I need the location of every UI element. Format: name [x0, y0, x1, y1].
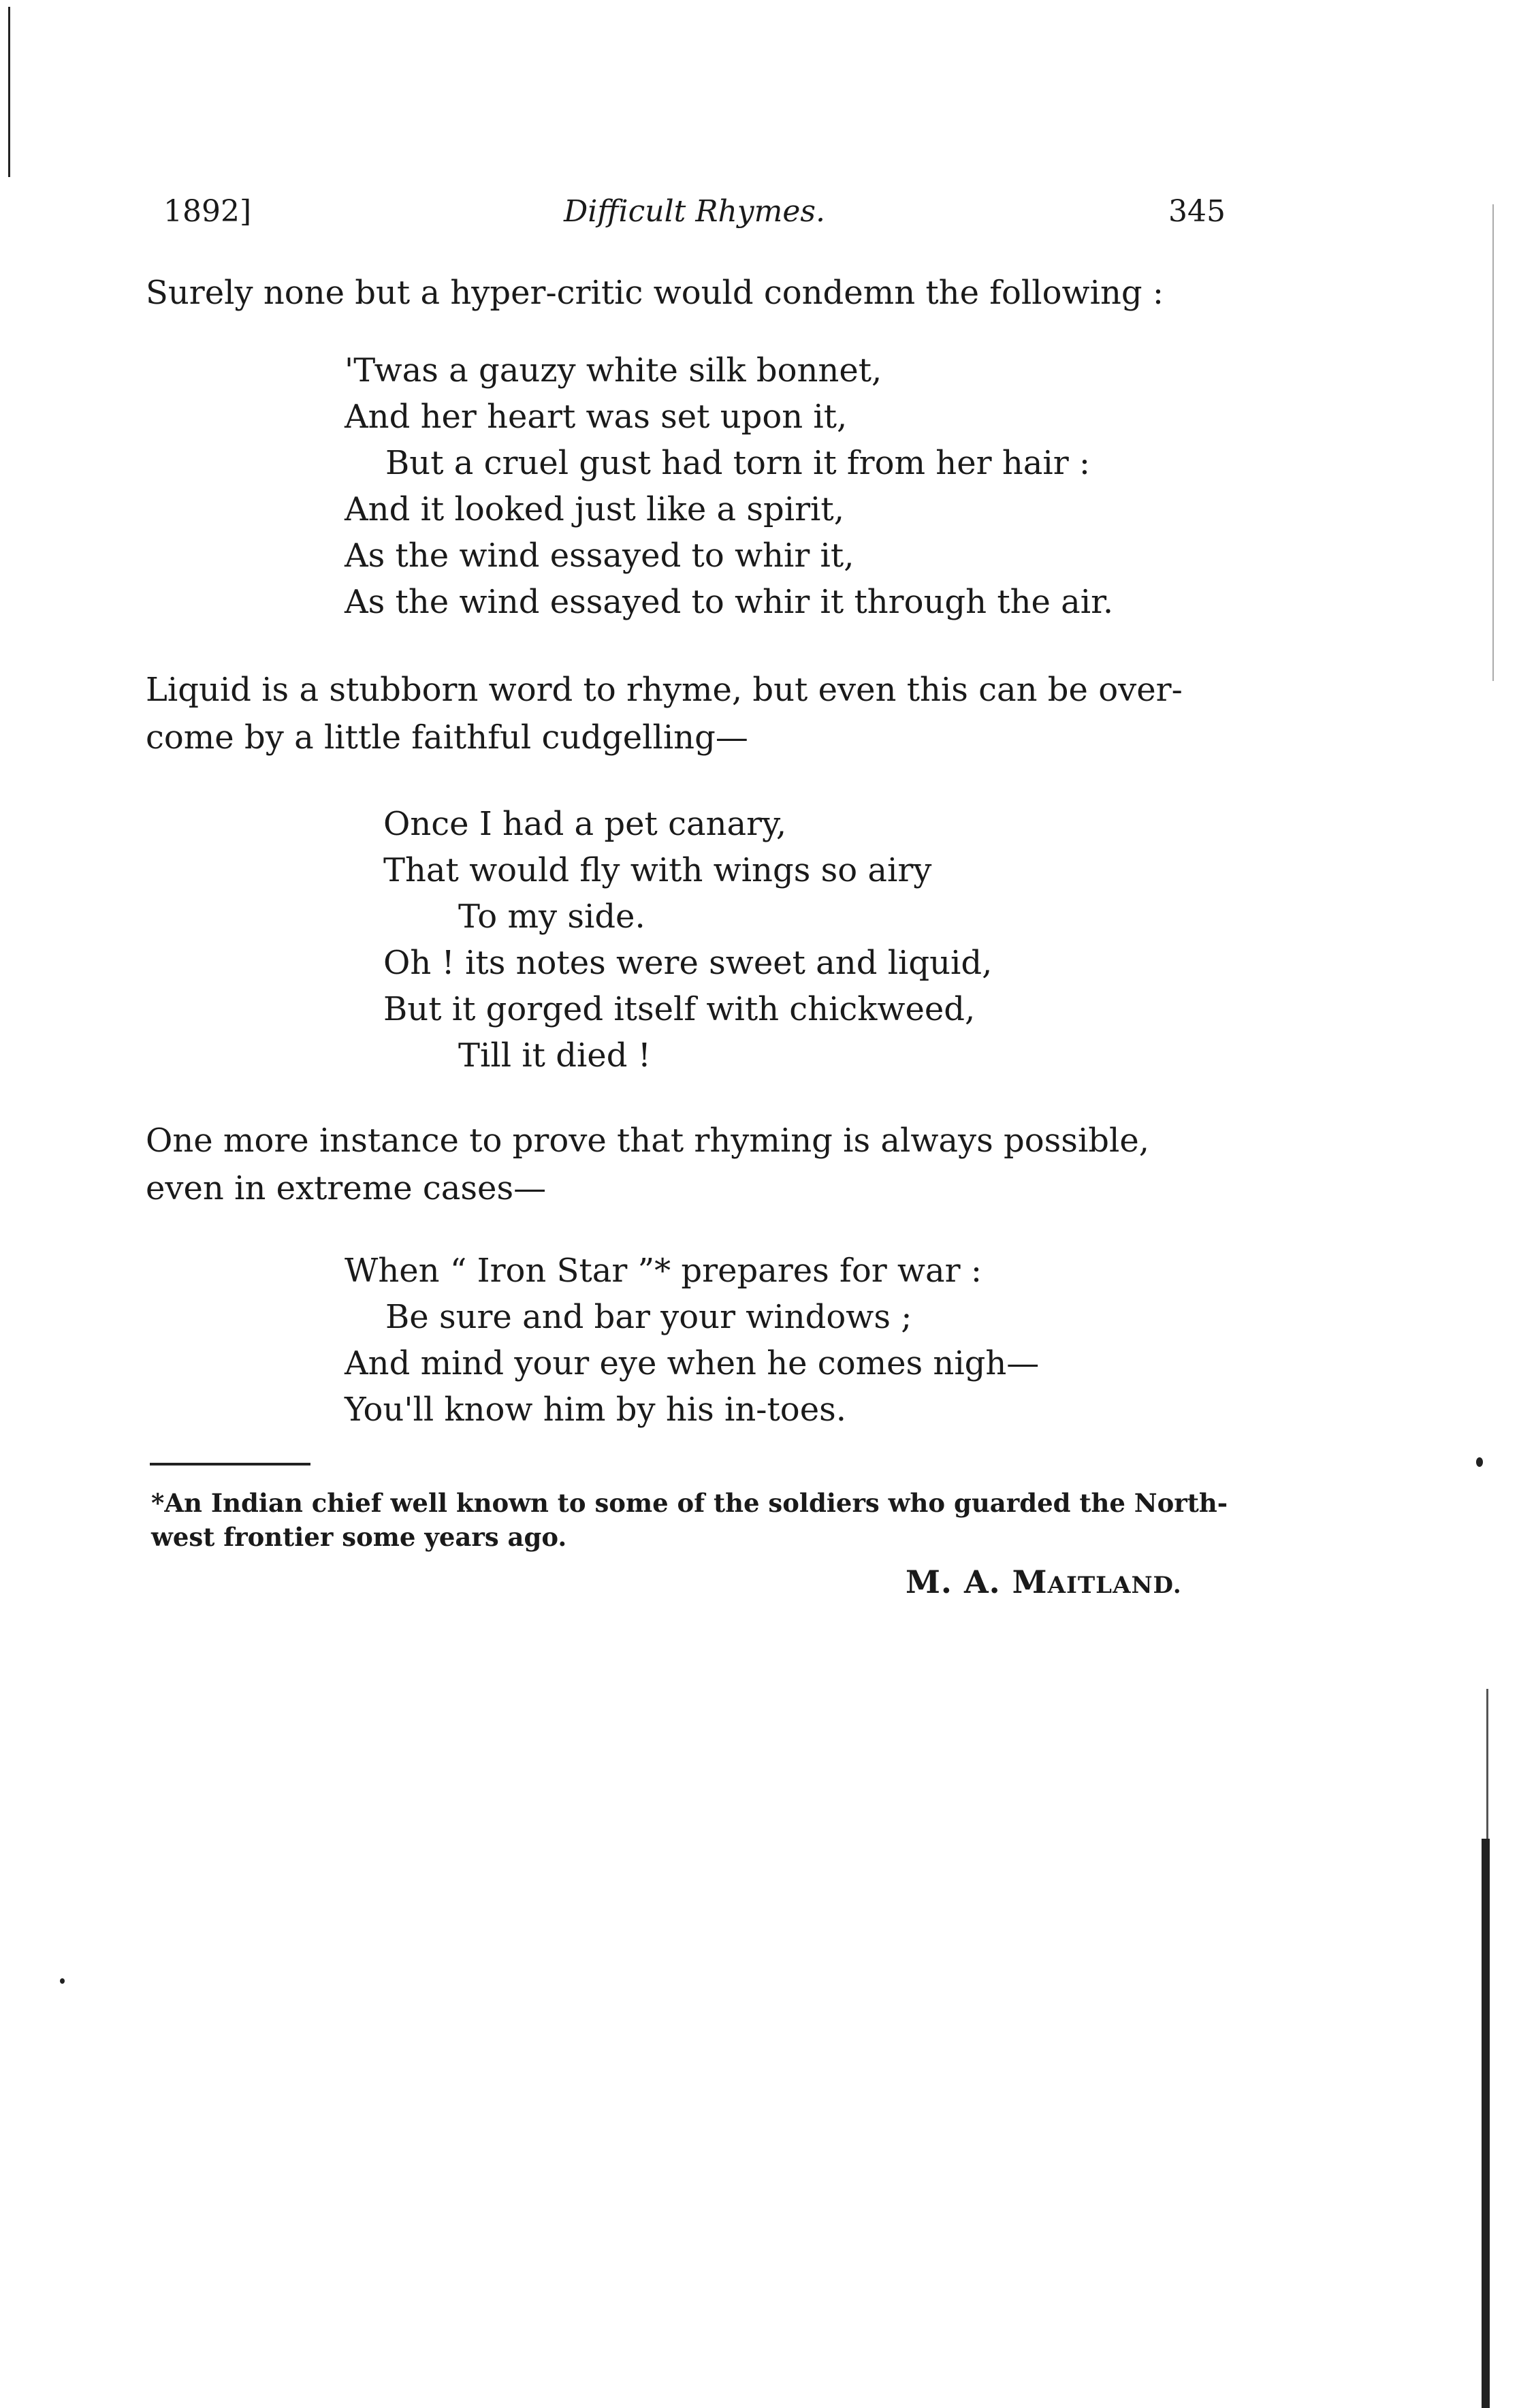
- scan-speck: [60, 1978, 65, 1984]
- intro-paragraph-1: [146, 269, 1249, 317]
- verse-line: You'll know him by his in-toes.: [345, 1391, 846, 1429]
- verse-line: And it looked just like a spirit,: [345, 490, 844, 528]
- verse-bonnet: [345, 347, 1113, 625]
- paragraph-line: even in extreme cases—: [146, 1169, 547, 1207]
- scan-edge-mark: [1492, 204, 1494, 681]
- signature-surname-rest: AITLAND.: [1047, 1572, 1182, 1599]
- scan-edge-mark: [8, 7, 10, 177]
- page-number: 345: [1168, 194, 1226, 229]
- intro-paragraph-3: [146, 1117, 1249, 1212]
- paragraph-line: Surely none but a hyper-critic would condemn the following :: [146, 274, 1164, 312]
- verse-line: As the wind essayed to whir it through the air.: [345, 583, 1114, 621]
- verse-iron-star: [345, 1248, 1039, 1433]
- verse-line: But a cruel gust had torn it from her hair :: [385, 444, 1091, 482]
- intro-paragraph-2: [146, 666, 1249, 761]
- verse-line: Once I had a pet canary,: [383, 805, 787, 843]
- verse-line: But it gorged itself with chickweed,: [383, 990, 976, 1028]
- header-title: Difficult Rhymes.: [564, 194, 825, 229]
- verse-line: 'Twas a gauzy white silk bonnet,: [345, 351, 882, 390]
- verse-line: When “ Iron Star ”* prepares for war :: [345, 1252, 982, 1290]
- header-year: 1892]: [163, 194, 252, 229]
- author-signature: [906, 1564, 1182, 1600]
- verse-line: To my side.: [458, 898, 645, 936]
- paragraph-line: Liquid is a stubborn word to rhyme, but even this can be over-: [146, 671, 1183, 709]
- verse-line: Be sure and bar your windows ;: [385, 1298, 912, 1336]
- verse-line: As the wind essayed to whir it,: [345, 537, 854, 575]
- scan-speck: [1476, 1457, 1483, 1467]
- verse-line: That would fly with wings so airy: [383, 851, 932, 889]
- verse-line: Till it died !: [458, 1036, 651, 1075]
- footnote-divider: [150, 1463, 310, 1466]
- verse-line: Oh ! its notes were sweet and liquid,: [383, 944, 993, 982]
- footnote-line: *An Indian chief well known to some of the soldiers who guarded the North-: [151, 1488, 1228, 1518]
- paragraph-line: come by a little faithful cudgelling—: [146, 718, 748, 757]
- verse-line: And mind your eye when he comes nigh—: [345, 1344, 1040, 1382]
- footnote-line: west frontier some years ago.: [151, 1522, 567, 1552]
- paragraph-line: One more instance to prove that rhyming is always possible,: [146, 1122, 1150, 1160]
- scan-edge-mark: [1482, 1839, 1490, 2408]
- footnote: [151, 1486, 1254, 1554]
- verse-line: And her heart was set upon it,: [345, 398, 848, 436]
- signature-initials: M. A. M: [906, 1564, 1048, 1600]
- running-header: [163, 194, 1226, 242]
- verse-canary: [383, 801, 992, 1079]
